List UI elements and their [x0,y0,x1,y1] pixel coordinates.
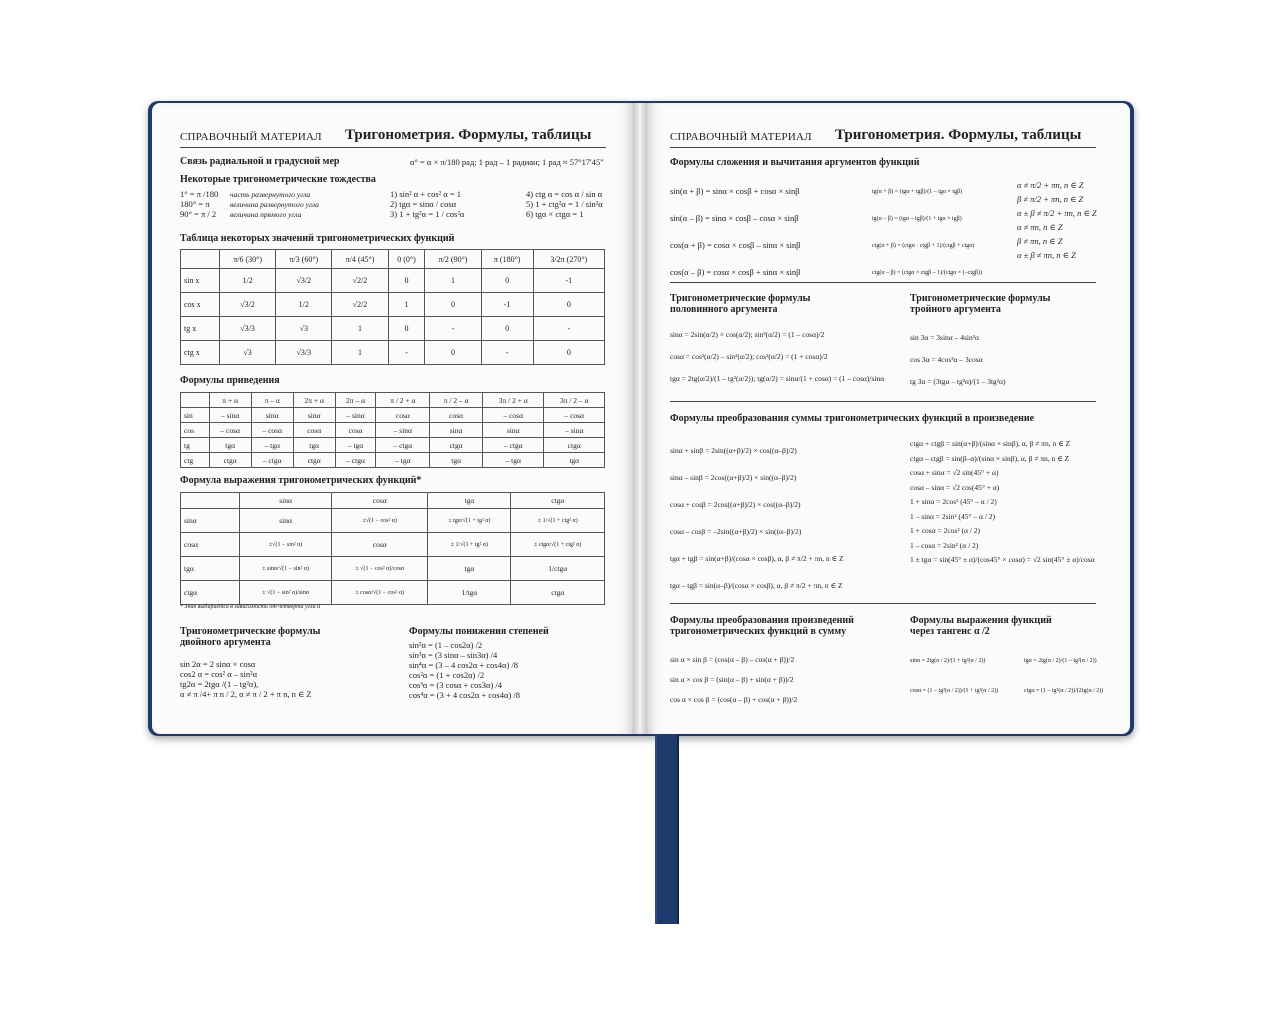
divider [670,603,1096,604]
table-row: cosα ±√(1 − sin² α) cosα ± 1/√(1 + tg² α) ± ctgα/√(1 + ctg² α) [181,533,605,557]
section-identities-title: Некоторые тригонометрические тождества [180,174,376,185]
header-small: СПРАВОЧНЫЙ МАТЕРИАЛ [180,131,322,143]
section-addition-title: Формулы сложения и вычитания аргументов функций [670,157,920,168]
header-title-right: Тригонометрия. Формулы, таблицы [835,127,1082,143]
triple-formulas: sin 3α = 3sinα – 4sin³α cos 3α = 4cos³α – 3cosα tg 3α = (3tgα – tg³α)/(1 – 3tg²α) [910,333,1006,386]
header-rule [180,147,606,148]
table-row: ctgα ± √(1 − sin² α)/sinα ± cosα/√(1 − cos² α) 1/tgα ctgα [181,581,605,605]
table-row: cos – cosα – cosα cosα cosα – sinα sinα sinα – sinα [181,423,605,438]
addition-formulas-sincos: sin(α + β) = sinα × cosβ + cosα × sinβ sin(α – β) = sinα × cosβ – cosα × sinβ cos(α + β) = cosα × cosβ – sinα × sinβ cos(α – β) = cosα × cosβ + sinα × sinβ [670,186,801,277]
sum-formulas-b: ctgα + ctgβ = sin(α+β)/(sinα × sinβ), α, β ≠ πn, n ∈ Z ctgα – ctgβ = sin(β–α)/(sinα × sinβ), α, β ≠ πn, n ∈ Z cosα + sinα = √2 sin(45° + α) cosα – sinα = √2 cos(45° + α) 1 + sinα = 2cos² (45° – α / 2) 1 – sinα = 2sin² (45° – α / 2) 1 + cosα = 2cos² (α / 2) 1 – cosα = 2sin² (α / 2) 1 ± tgα = sin(45° ± α)/(cos45° × cosα) = √2 sin(45° ± α)/cosα [910,439,1095,564]
section-radian-title: Связь радиальной и градусной мер [180,156,340,167]
left-page [152,103,633,734]
bookmark-ribbon [655,734,679,924]
header-title: Тригонометрия. Формулы, таблицы [345,127,592,143]
right-page [647,103,1130,734]
table-row: tg x √3/3 √3 1 0 - 0 - [181,317,605,341]
tanhalf-formulas-b: tgα = 2tg(α / 2)/(1 – tg²(α / 2)) ctgα = (1 – tg²(α / 2))/(2tg(α / 2)) [1024,658,1104,694]
divider [670,282,1096,283]
section-values-title: Таблица некоторых значений тригонометрических функций [180,233,455,244]
table-row: tg tgα – tgα tgα – tgα – ctgα ctgα – ctgα ctgα [181,438,605,453]
section-double-title: Тригонометрические формулы двойного аргумента [180,626,321,648]
sum-formulas-a: sinα + sinβ = 2sin((α+β)/2) × cos((α–β)/2) sinα – sinβ = 2cos((α+β)/2) × sin((α–β)/2) cosα + cosβ = 2cos((α+β)/2) × cos((α–β)/2) cosα – cosβ = –2sin((α+β)/2) × sin((α–β)/2) tgα + tgβ = sin(α+β)/(cosα × cosβ), α, β ≠ π/2 + πn, n ∈ Z tgα – tgβ = sin(α–β)/(cosα × cosβ), α, β ≠ π/2 + πn, n ∈ Z [670,446,844,590]
section-tanhalf-title: Формулы выражения функций через тангенс α /2 [910,615,1052,637]
identities-notes: часть развернутого угла величина развернутого угла величина прямого угла [230,190,319,219]
expression-footnote: * Знак выбирается в зависимости от четверти угла α [180,604,321,610]
addition-formulas-tg: tg(α + β) = (tgα + tgβ)/(1 – tgα × tgβ) tg(α – β) = (tgα – tgβ)/(1 + tgα × tgβ) ctg(α + β) = (ctgα · ctgβ + 1)/(ctgβ + ctgα) ctg(α – β) = (ctgα × ctgβ – 1)/(ctgα × (–ctgβ)) [872,189,983,276]
section-half-title: Тригонометрические формулы половинного аргумента [670,293,811,315]
table-row: ctg x √3 √3/3 1 - 0 - 0 [181,341,605,365]
table-row: tgα ± sinα/√(1 − sin² α) ± √(1 − cos² α)/cosα tgα 1/ctgα [181,557,605,581]
table-row: cos x √3/2 1/2 √2/2 1 0 -1 0 [181,293,605,317]
tanhalf-formulas-a: sinα = 2tg(α / 2)/(1 + tg²(α / 2)) cosα = (1 – tg²(α / 2))/(1 + tg²(α / 2)) [910,658,999,694]
table-row: sinα sinα ±√(1 − cos² α) ± tgα/√(1 + tg² α) ± 1/√(1 + ctg² α) [181,509,605,533]
product-formulas: sin α × sin β = (cos(α – β) – cos(α + β))/2 sin α × cos β = (sin(α – β) + sin(α + β))/2 cos α × cos β = (cos(α – β) + cos(α + β))/2 [670,655,798,704]
section-expression-title: Формула выражения тригонометрических функций* [180,475,422,486]
expression-table: sinα cosα tgα ctgα sinα sinα ±√(1 − cos² α) ± tgα/√(1 + tg² α) ± 1/√(1 + ctg² α) cosα ±√(1 − sin² α) cosα ± 1/√(1 + tg² α) ± ctgα/√(1 + ctg² α) tgα ± sinα/√(1 − sin² α) ± √(1 − cos² α)/cosα tgα 1/ctgα ctgα ± √(1 − sin² α)/sinα ± cosα/√(1 − cos² α) 1/tgα ctgα [180,492,605,605]
section-product-title: Формулы преобразования произведений тригонометрических функций в сумму [670,615,854,637]
values-table: π/6 (30°) π/3 (60°) π/4 (45°) 0 (0°) π/2 (90°) π (180°) 3/2π (270°) sin x 1/2 √3/2 √2/2 0 1 0 -1 cos x √3/2 1/2 √2/2 1 0 -1 0 tg x √3/3 √3 1 0 - 0 - ctg x √3 √3/3 1 - 0 - 0 [180,249,605,365]
table-row: sin – sinα sinα sinα – sinα cosα cosα – cosα – cosα [181,408,605,423]
section-reduction-title: Формулы приведения [180,375,280,386]
identities-list-b: 4) ctg α = cos α / sin α 5) 1 + ctg²α = 1 / sin²α 6) tgα × ctgα = 1 [526,189,603,219]
header-rule-right [670,147,1096,148]
table-row: sin x 1/2 √3/2 √2/2 0 1 0 -1 [181,269,605,293]
section-triple-title: Тригонометрические формулы тройного аргумента [910,293,1051,315]
section-sum-title: Формулы преобразования суммы тригонометрических функций в произведение [670,413,1035,424]
double-formulas: sin 2α = 2 sinα × cosα cos2 α = cos² α – sin²α tg2α = 2tgα /(1 – tg²α), α ≠ π /4+ π n / 2, α ≠ π / 2 + π n, n ∈ Z [180,659,312,699]
identities-degrees: 1° = π /180 180° = π 90° = π / 2 [180,189,219,219]
addition-conditions: α ≠ π/2 + πn, n ∈ Z β ≠ π/2 + πn, n ∈ Z α ± β ≠ π/2 + πn, n ∈ Z α ≠ πn, n ∈ Z β ≠ πn, n ∈ Z α ± β ≠ πn, n ∈ Z [1017,180,1097,260]
table-row: ctg ctgα – ctgα ctgα – ctgα – tgα tgα – tgα tgα [181,453,605,468]
power-formulas: sin²α = (1 – cos2α) /2 sin³α = (3 sinα – sin3α) /4 sin⁴α = (3 – 4 cos2α + cos4α) /8 cos²α = (1 + cos2α) /2 cos³α = (3 cosα + cos3α) /4 cos⁴α = (3 + 4 cos2α + cos4α) /8 [409,640,520,700]
section-power-title: Формулы понижения степеней [409,626,549,637]
identities-list-a: 1) sin² α + cos² α = 1 2) tgα = sinα / cosα 3) 1 + tg²α = 1 / cos²α [390,189,465,219]
book-gutter [633,103,647,734]
divider [670,401,1096,402]
reduction-table: π + α π – α 2π + α 2π – α π / 2 + α π / 2 – α 3π / 2 + α 3π / 2 – α sin – sinα sinα sinα – sinα cosα cosα – cosα – cosα cos – cosα – cosα cosα cosα – sinα sinα sinα – sinα tg tgα – tgα tgα – tgα – ctgα ctgα – ctgα ctgα ctg ctgα – ctgα ctgα – ctgα – tgα tgα – tgα tgα [180,392,605,468]
header-small-right: СПРАВОЧНЫЙ МАТЕРИАЛ [670,131,812,143]
half-formulas: sinα = 2sin(α/2) × cos(α/2); sin²(α/2) = (1 – cosα)/2 cosα = cos²(α/2) – sin²(α/2); cos²(α/2) = (1 + cosα)/2 tgα = 2tg(α/2)/(1 – tg²(α/2)); tg(α/2) = sinα/(1 + cosα) = (1 – cosα)/sinα [670,330,885,383]
radian-formula: α° = α × π/180 рад; 1 рад – 1 радиан; 1 рад ≈ 57°17'45" [410,157,604,167]
